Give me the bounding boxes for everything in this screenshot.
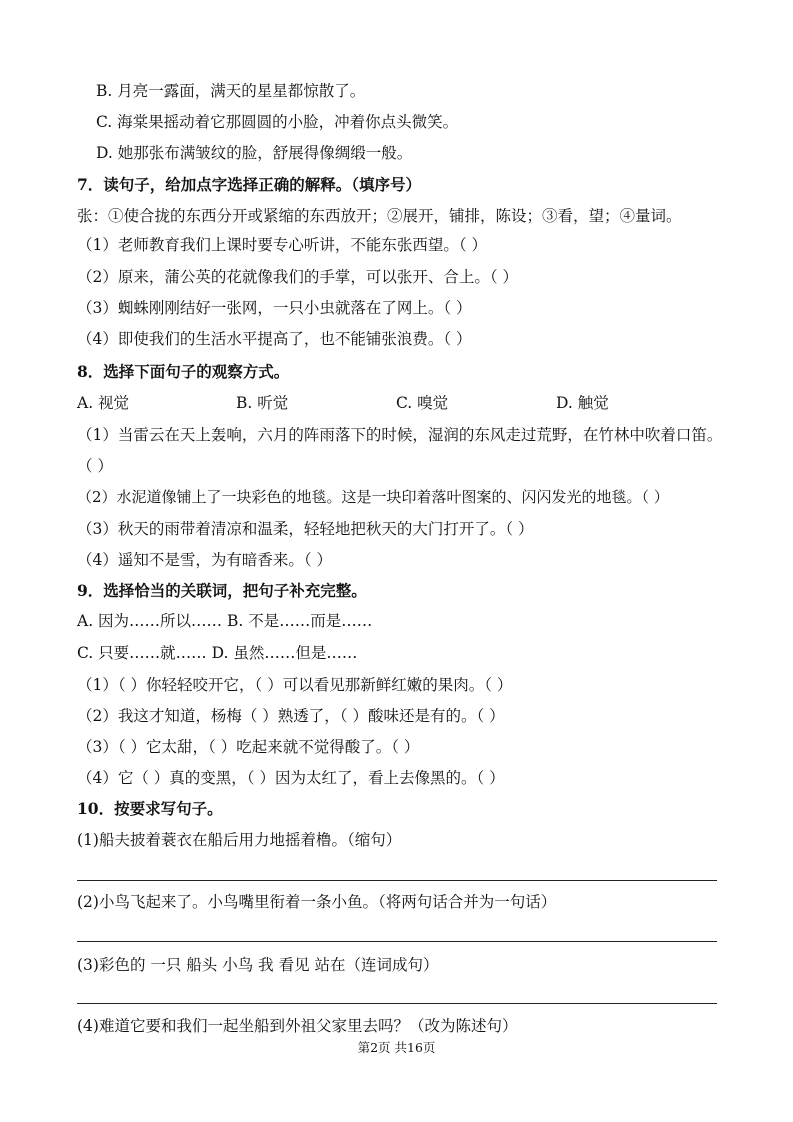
- q10-item-3: (3)彩色的 一只 船头 小鸟 我 看见 站在（连词成句）: [77, 956, 439, 974]
- q8-option-b: B. 听觉: [236, 394, 289, 412]
- q8-item-1: （1）当雷云在天上轰响，六月的阵雨落下的时候，湿润的东风走过荒野，在竹林中吹着口笛。: [77, 426, 723, 444]
- q6-option-b: B. 月亮一露面，满天的星星都惊散了。: [96, 82, 366, 100]
- q7-item-3: （3）蜘蛛刚刚结好一张网，一只小虫就落在了网上。（ ）: [77, 299, 472, 317]
- answer-line-1[interactable]: [77, 880, 717, 881]
- q9-options-row1: A. 因为……所以…… B. 不是……而是……: [77, 612, 373, 630]
- q6-option-c: C. 海棠果摇动着它那圆圆的小脸，冲着你点头微笑。: [96, 113, 459, 131]
- page-footer: 第2页 共16页: [357, 1040, 436, 1055]
- q8-item-1-blank: （ ）: [77, 457, 113, 475]
- q8-title: 8．选择下面句子的观察方式。: [77, 362, 290, 381]
- q8-option-d: D. 触觉: [556, 394, 609, 412]
- q7-item-2: （2）原来，蒲公英的花就像我们的手掌，可以张开、合上。（ ）: [77, 268, 519, 286]
- q9-item-1: （1）（ ）你轻轻咬开它，（ ）可以看见那新鲜红嫩的果肉。（ ）: [77, 676, 513, 694]
- q8-item-2: （2）水泥道像铺上了一块彩色的地毯。这是一块印着落叶图案的、闪闪发光的地毯。（ ）: [77, 488, 669, 506]
- q9-item-2: （2）我这才知道，杨梅（ ）熟透了，（ ）酸味还是有的。（ ）: [77, 707, 505, 725]
- q8-item-3: （3）秋天的雨带着清凉和温柔，轻轻地把秋天的大门打开了。（ ）: [77, 520, 534, 538]
- q7-definitions: 张：①使合拢的东西分开或紧缩的东西放开；②展开，铺排，陈设；③看，望；④量词。: [77, 207, 682, 225]
- q7-title: 7．读句子，给加点字选择正确的解释。（填序号）: [77, 175, 422, 194]
- q10-item-2: (2)小鸟飞起来了。小鸟嘴里衔着一条小鱼。（将两句话合并为一句话）: [77, 893, 557, 911]
- q9-item-4: （4）它（ ）真的变黑，（ ）因为太红了，看上去像黑的。（ ）: [77, 769, 505, 787]
- q8-option-a: A. 视觉: [77, 394, 130, 412]
- q6-option-d: D. 她那张布满皱纹的脸，舒展得像绸缎一般。: [96, 144, 413, 162]
- q10-item-4: (4)难道它要和我们一起坐船到外祖父家里去吗？（改为陈述句）: [77, 1017, 518, 1035]
- q10-title: 10．按要求写句子。: [77, 799, 223, 818]
- q9-options-row2: C. 只要……就…… D. 虽然……但是……: [77, 644, 358, 662]
- answer-line-2[interactable]: [77, 941, 717, 942]
- q10-item-1: (1)船夫披着蓑衣在船后用力地摇着橹。（缩句）: [77, 831, 402, 849]
- q9-item-3: （3）（ ）它太甜，（ ）吃起来就不觉得酸了。（ ）: [77, 738, 420, 756]
- q7-item-4: （4）即使我们的生活水平提高了，也不能铺张浪费。（ ）: [77, 330, 472, 348]
- q9-title: 9．选择恰当的关联词，把句子补充完整。: [77, 581, 367, 600]
- q8-option-c: C. 嗅觉: [396, 394, 449, 412]
- q8-item-4: （4）遥知不是雪，为有暗香来。（ ）: [77, 551, 333, 569]
- q7-item-1: （1）老师教育我们上课时要专心听讲，不能东张西望。（ ）: [77, 236, 488, 254]
- answer-line-3[interactable]: [77, 1003, 717, 1004]
